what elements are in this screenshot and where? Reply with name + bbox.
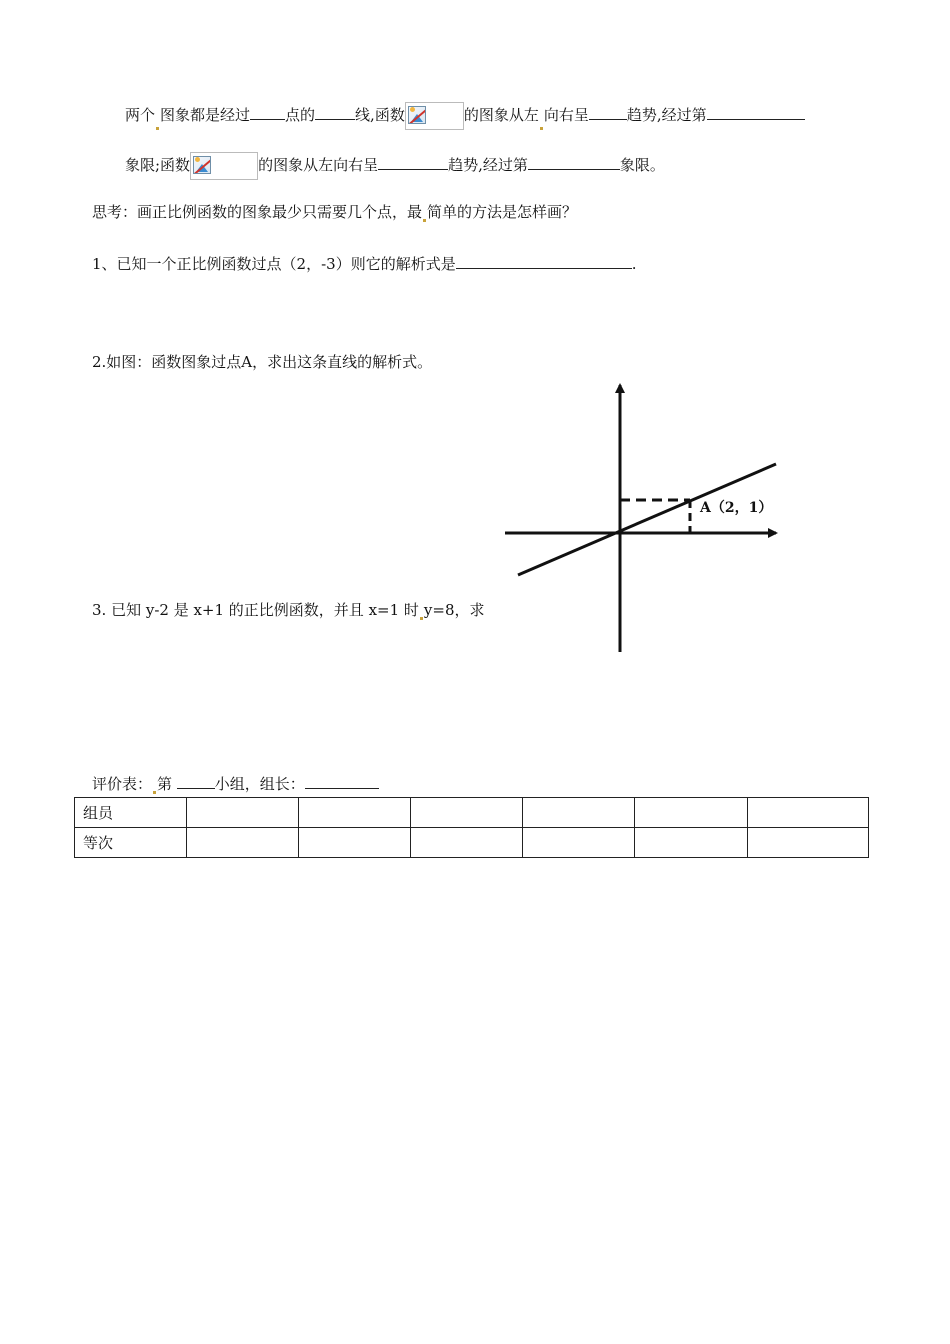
table-cell[interactable]: [523, 828, 635, 858]
table-cell[interactable]: [635, 798, 748, 828]
text-segment: .: [631, 255, 637, 273]
table-row: [75, 798, 869, 828]
group-number-blank[interactable]: [177, 773, 215, 789]
table-row: [75, 828, 869, 858]
question-text: 2.如图：函数图象过点A，求出这条直线的解析式。: [92, 353, 433, 371]
table-cell[interactable]: [748, 798, 869, 828]
table-cell[interactable]: [299, 798, 411, 828]
text-segment: y=8，求: [423, 601, 485, 619]
table-cell[interactable]: [187, 798, 299, 828]
text-segment: 线,函数: [355, 106, 405, 124]
text-segment: 第: [157, 775, 177, 793]
text-segment: 象限。: [619, 156, 665, 174]
text-segment: 思考：画正比例函数的图象最少只需要几个点，最: [92, 203, 423, 221]
text-segment: 评价表：: [92, 775, 153, 793]
row-label-grade: 等次: [75, 828, 187, 858]
table-cell[interactable]: [748, 828, 869, 858]
text-segment: 趋势,经过第: [626, 106, 707, 124]
text-segment: 点的: [285, 106, 316, 124]
table-cell[interactable]: [299, 828, 411, 858]
leader-name-blank[interactable]: [305, 773, 379, 789]
text-segment: 简单的方法是怎样画？: [427, 203, 578, 221]
table-cell[interactable]: [411, 828, 523, 858]
text-segment: 图象都是经过: [160, 106, 251, 124]
point-a-label: A（2，1）: [700, 500, 773, 516]
function-line: [518, 464, 776, 575]
text-segment: 的图象从左向右呈: [258, 156, 379, 174]
anchor-mark: [153, 791, 156, 794]
text-segment: 3. 已知 y-2 是 x+1 的正比例函数，并且 x=1 时: [92, 601, 419, 619]
evaluation-table: [74, 797, 869, 858]
table-cell[interactable]: [187, 828, 299, 858]
text-segment: 象限;函数: [125, 156, 191, 174]
table-cell[interactable]: [523, 798, 635, 828]
text-segment: 两个: [125, 106, 156, 124]
text-segment: 的图象从左: [463, 106, 539, 124]
text-segment: 向右呈: [543, 106, 589, 124]
row-label-members: 组员: [75, 798, 187, 828]
text-segment: 小组，组长：: [214, 775, 305, 793]
text-segment: 趋势,经过第: [448, 156, 528, 174]
table-cell[interactable]: [411, 798, 523, 828]
evaluation-header: [92, 773, 379, 794]
table-cell[interactable]: [635, 828, 748, 858]
text-segment: 1、已知一个正比例函数过点（2，-3）则它的解析式是: [92, 255, 456, 273]
